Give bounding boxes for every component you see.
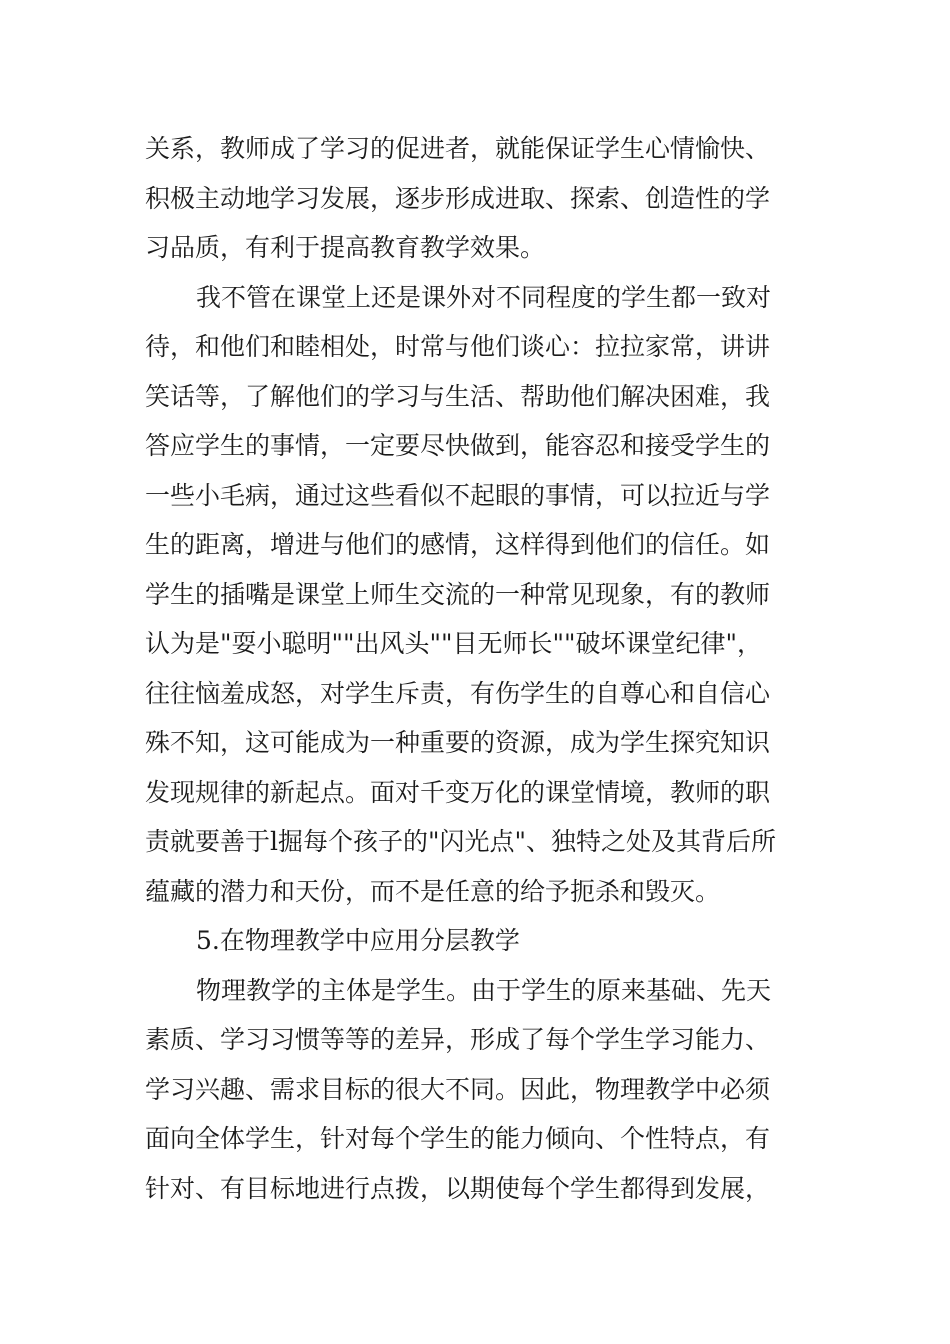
- text-line: 责就要善于l掘每个孩子的"闪光点"、独特之处及其背后所: [145, 827, 776, 856]
- text-line: 针对、有目标地进行点拨，以期使每个学生都得到发展，: [145, 1173, 771, 1203]
- text-line: 关系，教师成了学习的促进者，就能保证学生心情愉快、: [145, 134, 771, 163]
- section-heading: [145, 916, 810, 966]
- section-heading-text: 5.在物理教学中应用分层教学: [196, 926, 520, 955]
- text-line: 物理教学的主体是学生。由于学生的原来基础、先天: [196, 975, 772, 1005]
- text-line: 答应学生的事情，一定要尽快做到，能容忍和接受学生的: [145, 431, 771, 460]
- text-line: 蕴藏的潜力和天份，而不是任意的给予扼杀和毁灭。: [145, 876, 721, 906]
- text-line: 习品质，有利于提高教育教学效果。: [145, 233, 546, 262]
- paragraph-2: [145, 273, 810, 917]
- text-line: 生的距离，增进与他们的感情，这样得到他们的信任。如: [145, 530, 771, 559]
- text-line: 学生的插嘴是课堂上师生交流的一种常见现象，有的教师: [145, 579, 771, 609]
- paragraph-3: [145, 966, 810, 1214]
- text-line: 学习兴趣、需求目标的很大不同。因此，物理教学中必须: [145, 1074, 771, 1104]
- text-line: 往往恼羞成怒，对学生斥责，有伤学生的自尊心和自信心: [145, 678, 771, 708]
- text-line: 面向全体学生，针对每个学生的能力倾向、个性特点，有: [145, 1124, 771, 1153]
- text-line: 认为是"耍小聪明""出风头""目无师长""破坏课堂纪律"，: [145, 629, 762, 658]
- text-line: 积极主动地学习发展，逐步形成进取、探索、创造性的学: [145, 183, 771, 213]
- text-line: 一些小毛病，通过这些看似不起眼的事情，可以拉近与学: [145, 480, 771, 510]
- text-line: 待，和他们和睦相处，时常与他们谈心：拉拉家常，讲讲: [145, 332, 771, 361]
- text-line: 殊不知，这可能成为一种重要的资源，成为学生探究知识: [145, 728, 771, 757]
- text-line: 素质、学习习惯等等的差异，形成了每个学生学习能力、: [145, 1025, 771, 1054]
- text-line: 发现规律的新起点。面对千变万化的课堂情境，教师的职: [145, 777, 771, 807]
- text-line: 我不管在课堂上还是课外对不同程度的学生都一致对: [196, 282, 772, 312]
- paragraph-1: [145, 124, 810, 273]
- document-body: [145, 124, 810, 1213]
- text-line: 笑话等，了解他们的学习与生活、帮助他们解决困难，我: [145, 381, 771, 411]
